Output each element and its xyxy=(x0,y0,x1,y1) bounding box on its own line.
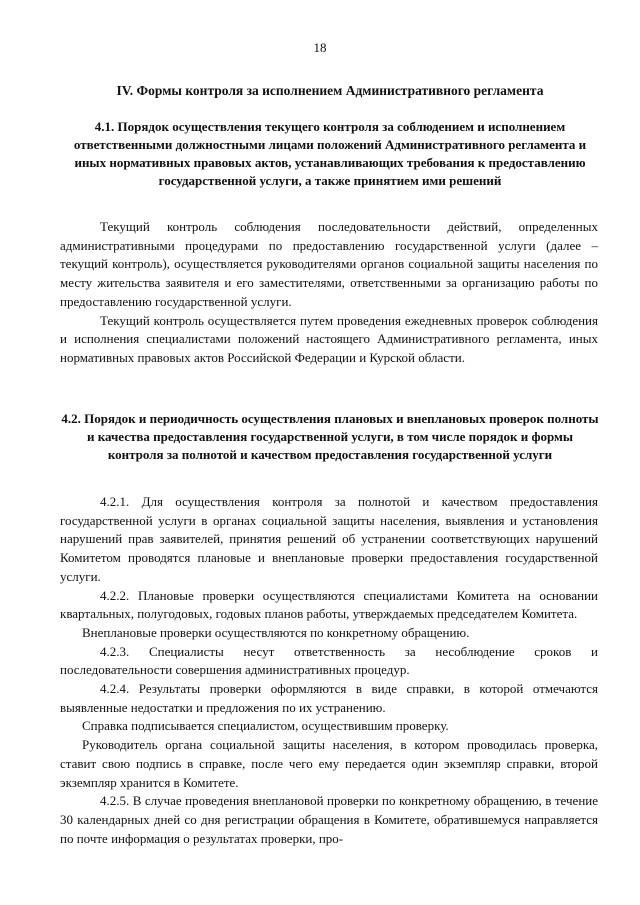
paragraph: Внеплановые проверки осуществляются по конкретному обращению. xyxy=(82,624,470,640)
paragraph: 4.2.4. Результаты проверки оформляются в виде справки, в которой отмечаются выявленные недостатки и предложения по их устранению. xyxy=(60,681,598,715)
paragraph: Руководитель органа социальной защиты населения, в котором проводилась проверка, ставит свою подпись в справке, после чего ему передается один экземпляр справки, второй экземпляр хранится в Комитете. xyxy=(60,737,598,790)
page-number: 18 xyxy=(313,40,327,55)
section-title: 4.1. Порядок осуществления текущего контроля за соблюдением и исполнением ответственными должностными лицами положений Административного регламента и иных нормативных правовых актов, устанавливающих требования к предоставлению государственной услуги, а также принятием ими решений xyxy=(73,119,587,188)
section-body xyxy=(60,493,598,848)
section-title: 4.2. Порядок и периодичность осуществления плановых и внеплановых проверок полноты и качества предоставления государственной услуги, в том числе порядок и формы контроля за полнотой и качеством предоставления государственной услуги xyxy=(61,411,599,462)
paragraph: Справка подписывается специалистом, осуществившим проверку. xyxy=(82,718,449,734)
paragraph: Текущий контроль соблюдения последовательности действий, определенных административными процедурами по предоставлению государственной услуги (далее – текущий контроль), осуществляется руководителями органов социальной защиты населения по месту жительства заявителя и его заместителями, ответственными за организацию работы по предоставлению государственной услуги. xyxy=(60,219,598,309)
section-body xyxy=(60,218,598,368)
paragraph: 4.2.5. В случае проведения внеплановой проверки по конкретному обращению, в течение 30 календарных дней со дня регистрации обращения в Комитете, обратившемуся направляется по почте информация о результатах проверки, про- xyxy=(60,793,598,846)
paragraph: 4.2.3. Специалисты несут ответственность за несоблюдение сроков и последовательности совершения административных процедур. xyxy=(60,643,598,678)
paragraph: Текущий контроль осуществляется путем проведения ежедневных проверок соблюдения и исполнения специалистами положений настоящего Административного регламента, иных нормативных правовых актов Российской Федерации и Курской области. xyxy=(60,312,598,365)
chapter-title: IV. Формы контроля за исполнением Административного регламента xyxy=(116,83,544,98)
paragraph: 4.2.1. Для осуществления контроля за полнотой и качеством предоставления государственной услуги в органах социальной защиты населения, выявления и установления нарушений прав заявителей, принятия решений об устранении соответствующих нарушений Комитетом проводятся плановые и внеплановые проверки предоставления государственной услуги. xyxy=(60,494,598,584)
paragraph: 4.2.2. Плановые проверки осуществляются специалистами Комитета на основании квартальных, полугодовых, годовых планов работы, утверждаемых председателем Комитета. xyxy=(60,587,598,622)
